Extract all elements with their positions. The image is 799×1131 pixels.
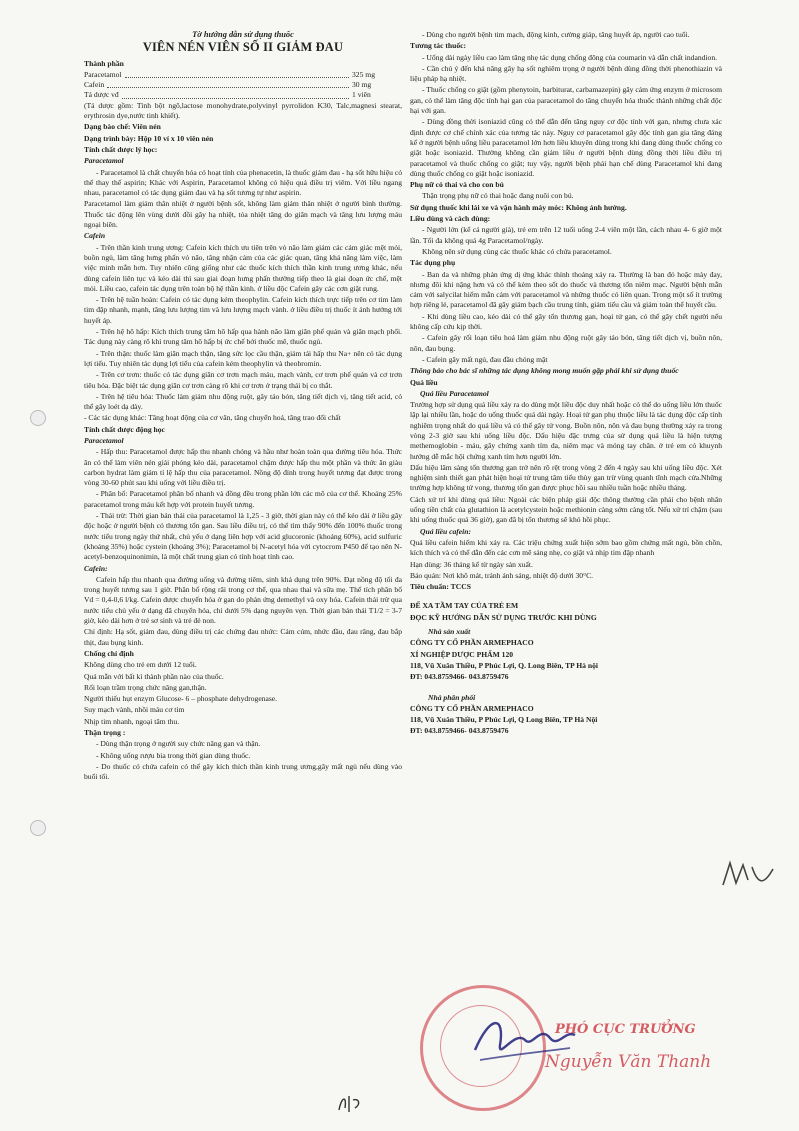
subsection-heading: Cafein: (84, 563, 108, 573)
left-column (84, 30, 402, 783)
section-heading: Tính chất dược động học (84, 424, 165, 434)
ingredient-amount: 325 mg (352, 69, 375, 79)
paragraph: - Cafein gây rối loạn tiêu hoá làm giảm nhu động ruột gây táo bón, tăng tiết dịch vị, buồn nôn, nôn, đau bụng. (410, 333, 722, 353)
subsection-heading: Cafein (84, 231, 106, 241)
paragraph: - Trên hệ hô hấp: Kích thích trung tâm hô hấp qua hành não làm giãn phế quản và giãn mạch phổi. Tác dụng này càng rõ khi trung tâm hô hấp bị ức chế bởi thuốc mê, thuốc ngủ. (84, 327, 402, 347)
distributor-phone: ĐT: 043.8759466- 043.8759476 (410, 726, 509, 736)
paragraph: - Ban da và những phản ứng dị ứng khác thỉnh thoảng xảy ra. Thường là ban đỏ hoặc mày đay, nhưng đôi khi nặng hơn và có thể kèm theo sốt do thuốc và thương tổn niêm mạc. Người bệnh mẫn cảm với salycilat hiếm mẫn cảm với paracetamol và những thuốc có liên quan. Trong một số ít trường hợp riêng lẻ, paracetamol đã gây giảm bạch cầu trung tính, giảm tiểu cầu và giảm toàn thể huyết cầu. (410, 269, 722, 310)
list-item: - Do thuốc có chứa cafein có thể gây kích thích thần kinh trung ương,gây mất ngủ nếu dùng vào buổi tối. (84, 761, 402, 782)
paragraph: Cafein hấp thu nhanh qua đường uống và đường tiêm, sinh khả dụng trên 90%. Đạt nồng độ tối đa trong huyết tương sau 1 giờ. Phân bố rộng rãi trong cơ thể, qua nhau thai và sữa mẹ. Thể tích phân bố Vd = 0,4-0,6 l/kg. Cafein được chuyển hóa ở gan do phản ứng demethyl và oxy hóa. Cafein thải trừ qua nước tiểu chủ yếu ở dạng đã chuyển hóa, chỉ dưới 5% dạng nguyên vẹn. Thời gian bán thải T1/2 = 3-7 giờ, kéo dài hơn ở trẻ sơ sinh và trẻ đẻ non. (84, 574, 402, 626)
packaging: Dạng trình bày: Hộp 10 vỉ x 10 viên nén (84, 133, 214, 143)
paragraph: - Trên thần kinh trung ương: Cafein kích thích ưu tiên trên vỏ não làm giảm các cảm giác mệt mỏi, buồn ngủ, làm tăng hưng phấn vỏ não, tăng nhận cảm của các giác quan, tăng khả năng làm việc, làm việc minh mẫn hơn. Tuy nhiên cũng giống như các thuốc kích thích thần kinh trung ương khác, nếu dùng cafein liên tục và kéo dài thì sau giai đoạn hưng phấn thường tiếp theo là giai đoạn ức chế, mệt mỏi. Liều cao, cafein tác dụng trên toàn bộ hệ thần kinh. ở liều độc Cafein gây các cơn giật rung. (84, 242, 402, 293)
ingredient-name: Cafein (84, 80, 105, 90)
paragraph: - Trên hệ tiêu hóa: Thuốc làm giảm nhu động ruột, gây táo bón, tăng tiết dịch vị, tăng tiết acid, có thể gây loét dạ dày. (84, 391, 402, 412)
ingredient-name: Tá dược vđ (84, 90, 119, 100)
ingredient-amount: 1 viên (352, 90, 371, 100)
paragraph: Quá liều cafein hiếm khi xảy ra. Các triệu chứng xuất hiện sớm bao gồm chứng mất ngủ, bồn chồn, kích thích và có thể dẫn đến các cơn mê sảng nhẹ, co giật và nhịp tim đập nhanh (410, 537, 722, 558)
paragraph: Trường hợp sử dụng quá liều xảy ra do dùng một liều độc duy nhất hoặc có thể do uống liều lớn thuốc lặp lại nhiều lần, hoặc do uống thuốc quá dài ngày. Hoại tử gan phụ thuộc liều là tác dụng độc cấp tính nghiêm trọng nhất do quá liều và có thể gây tử vong. Buồn nôn, nôn và đau bụng thường xảy ra trong vòng 2-3 giờ sau khi uống liều độc. Dấu hiệu đặc trưng của sử dụng quá liều là hiện tượng methemoglobin - máu, gây chứng xanh tím da, niêm mạc và móng tay chân. ở trẻ em có khuynh hướng dễ mắc hội chứng xanh tím hơn người lớn. (410, 400, 722, 461)
dosage-form: Dạng bào chế: Viên nén (84, 122, 161, 132)
right-column (410, 30, 722, 738)
storage: Bảo quản: Nơi khô mát, tránh ánh sáng, nhiệt độ dưới 30°C. (410, 570, 594, 580)
paragraph: - Uống dài ngày liều cao làm tăng nhẹ tác dụng chống đông của coumarin và dẫn chất indandion. (422, 52, 718, 62)
list-item: Không dùng cho trẻ em dưới 12 tuổi. (84, 660, 197, 670)
ingredient-row (84, 80, 402, 90)
punch-hole (30, 820, 46, 836)
doc-title: VIÊN NÉN VIÊN SỐ II GIẢM ĐAU (142, 40, 344, 55)
paragraph: - Thuốc chống co giật (gồm phenytoin, barbiturat, carbamazepin) gây cảm ứng enzym ở microsom gan, có thể làm tăng độc tính hại gan của paracetamol do tăng chuyển hóa thuốc thành những chất độc hại với gan. (410, 85, 722, 116)
subsection-heading: Quá liều cafein: (420, 526, 472, 536)
list-item: Rối loạn trầm trọng chức năng gan,thận. (84, 682, 207, 692)
section-heading: Quá liều (410, 377, 438, 387)
distributor-address: 118, Vũ Xuân Thiều, P Phúc Lợi, Q Long Biên, TP Hà Nội (410, 715, 598, 725)
paragraph: Không nên sử dụng cùng các thuốc khác có chứa paracetamol. (422, 246, 612, 256)
paragraph: - Các tác dụng khác: Tăng hoạt động của cơ vân, tăng chuyển hoá, tăng trao đổi chất (84, 413, 341, 423)
subsection-heading: Quá liều Paracetamol (420, 388, 489, 398)
paragraph: - Khi dùng liều cao, kéo dài có thể gây tổn thương gan, hoại tử gan, có thể gây chết người nếu không cấp cứu kịp thời. (410, 311, 722, 332)
paragraph: Thận trọng phụ nữ có thai hoặc đang nuôi con bú. (422, 191, 574, 201)
ingredient-row (84, 70, 402, 80)
paragraph: - Trên hệ tuần hoàn: Cafein có tác dụng kém theophylin. Cafein kích thích trực tiếp trên cơ tim làm tim đập nhanh, mạnh, tăng lưu lượng tim và lưu lượng mạch vành. ở liều điều trị thuốc ít ảnh hưởng tới huyết áp. (84, 295, 402, 325)
paragraph: - Phân bố: Paracetamol phân bố nhanh và đồng đều trong phần lớn các mô của cơ thể. Khoảng 25% paracetamol trong máu kết hợp với protein huyết tương. (84, 489, 402, 509)
list-item: Suy mạch vành, nhồi máu cơ tim (84, 705, 185, 715)
warning-line: ĐỂ XA TẦM TAY CỦA TRẺ EM (410, 601, 519, 611)
paragraph: - Trên thận: thuốc làm giãn mạch thận, tăng sức lọc cầu thận, giảm tái hấp thu Na+ nên có tác dụng lợi tiểu. Tuy nhiên tác dụng lợi tiểu của cafein kém theophylin và theobromin. (84, 348, 402, 368)
doc-subtitle: Tờ hướng dẫn sử dụng thuốc (192, 30, 294, 39)
paragraph: - Hấp thu: Paracetamol được hấp thu nhanh chóng và hầu như hoàn toàn qua đường tiêu hóa. Thức ăn có thể làm viên nén giải phóng kéo dài, paracetamol chậm được hấp thu một phần và thức ăn giàu carbon hydrat làm giảm tỉ lệ hấp thu của paracetamol. Nồng độ đỉnh trong huyết tương đạt được trong vòng 30-60 phút sau khi uống với liều điều trị. (84, 447, 402, 488)
manufacturer-unit: XÍ NGHIỆP DƯỢC PHẨM 120 (410, 649, 514, 659)
standard: Tiêu chuẩn: TCCS (410, 582, 471, 592)
warning-line: ĐỌC KỸ HƯỚNG DẪN SỬ DỤNG TRƯỚC KHI DÙNG (410, 612, 597, 622)
manufacturer-name: CÔNG TY CỔ PHẦN ARMEPHACO (410, 638, 534, 648)
manufacturer-phone: ĐT: 043.8759466- 043.8759476 (410, 672, 509, 682)
section-heading: Phụ nữ có thai và cho con bú (410, 180, 504, 190)
indications: Chỉ định: Hạ sốt, giảm đau, dùng điều trị các chứng đau nhức: Cảm cúm, nhức đầu, đau răng, đau bắp thịt, đau bụng kinh. (84, 627, 402, 647)
paragraph: - Dùng đồng thời isoniazid cũng có thể dẫn đến tăng nguy cơ độc tính với gan, nhưng chưa xác định được cơ chế chính xác của tương tác này. Nguy cơ paracetamol gây độc tính gan gia tăng đáng kể ở người bệnh uống liều paracetamol lớn hơn liều khuyên dùng trong khi đang dùng thuốc chống co giật hoặc isoniazid. Thường không cần giảm liều ở người bệnh dùng đồng thời liều điều trị paracetamol và thuốc chống co giật; tuy vậy, người bệnh phải hạn chế dùng Paracetamol khi đang dùng thuốc chống co giật hoặc isoniazid. (410, 117, 722, 178)
initials-icon (718, 855, 778, 895)
section-heading: Liều dùng và cách dùng: (410, 214, 491, 224)
ingredient-name: Paracetamol (84, 69, 122, 79)
ingredient-amount: 30 mg (352, 80, 372, 90)
stamp-name: Nguyễn Văn Thanh (545, 1052, 712, 1072)
expiry: Hạn dùng: 36 tháng kể từ ngày sản xuất. (410, 559, 533, 569)
paragraph: - Cần chú ý đến khả năng gây hạ sốt nghiêm trọng ở người bệnh dùng đồng thời phenothiazin và liệu pháp hạ nhiệt. (410, 63, 722, 84)
notice: Thông báo cho bác sĩ những tác dụng không mong muốn gặp phải khi sử dụng thuốc (410, 366, 679, 376)
section-heading: Tính chất dược lý học: (84, 144, 158, 154)
handwritten-mark-icon (335, 1090, 365, 1116)
list-item: - Không uống rượu bia trong thời gian dùng thuốc. (96, 750, 251, 760)
paragraph: - Dùng cho người bệnh tim mạch, động kinh, cường giáp, tăng huyết áp, người cao tuổi. (422, 30, 690, 39)
list-item: - Dùng thận trọng ở người suy chức năng gan và thận. (96, 739, 261, 749)
distributor-heading: Nhà phân phối (428, 692, 476, 702)
excipient-detail: (Tá dược gồm: Tinh bột ngô,lactose monohydrate,polyvinyl pyrrolidon K30, Talc,magnesi stearat, erythrosin dye,nước tinh khiết). (84, 100, 402, 121)
section-heading: Tác dụng phụ (410, 258, 456, 268)
paragraph: Paracetamol làm giảm thân nhiệt ở người bệnh sốt, không làm giảm thân nhiệt ở người bình thường. Thuốc tác động lên vùng dưới đồi gây hạ nhiệt, tỏa nhiệt tăng do giãn mạch và tăng lưu lượng máu ngoại biên. (84, 199, 402, 230)
paragraph: - Người lớn (kể cả người già), trẻ em trên 12 tuổi uống 2-4 viên một lần, cách nhau 4- 6 giờ một lần. Tối đa không quá 4g Paracetamol/ngày. (410, 225, 722, 245)
manufacturer-heading: Nhà sản xuất (428, 627, 471, 637)
section-heading: Tương tác thuốc: (410, 41, 467, 51)
paragraph: - Trên cơ trơn: thuốc có tác dụng giãn cơ trơn mạch máu, mạch vành, cơ trơn phế quản và cơ trơn tiêu hóa. Đặc biệt tác dụng giãn cơ trơn càng rõ khi cơ trơn ở trạng thái bị co thắt. (84, 370, 402, 390)
list-item: Nhịp tim nhanh, ngoại tâm thu. (84, 716, 180, 726)
paragraph: Dấu hiệu lâm sàng tổn thương gan trở nên rõ rệt trong vòng 2 đến 4 ngày sau khi uống liều độc. Xét nghiệm sinh thiết gan phát hiện hoại tử trung tâm tiểu thùy gan trừ vùng quanh tĩnh mạch cửa.Những trường hợp không tử vong, thương tổn gan được phục hồi sau nhiều tuần hoặc nhiều tháng. (410, 462, 722, 493)
section-heading: Thành phần (84, 58, 124, 68)
list-item: Quá mẫn với bất kì thành phần nào của thuốc. (84, 671, 224, 681)
subsection-heading: Paracetamol (84, 156, 124, 166)
subsection-heading: Paracetamol (84, 435, 124, 445)
stamp-title: PHÓ CỤC TRƯỞNG (555, 1022, 696, 1037)
section-heading: Sử dụng thuốc khi lái xe và vận hành máy móc: Không ảnh hưởng. (410, 202, 627, 212)
manufacturer-address: 118, Vũ Xuân Thiều, P Phúc Lợi, Q. Long Biên, TP Hà nội (410, 660, 598, 670)
paragraph: - Cafein gây mất ngủ, đau đầu chóng mặt (422, 354, 548, 364)
paragraph: - Paracetamol là chất chuyển hóa có hoạt tính của phenacetin, là thuốc giảm đau - hạ sốt hữu hiệu có thể thay thế aspirin; Khác với Aspirin, Paracetamol không có hiệu quả điều trị viêm. Với liều ngang nhau, paracetamol có tác dụng giảm đau và hạ sốt tương tự như aspirin. (84, 167, 402, 198)
section-heading: Thận trọng : (84, 728, 126, 737)
punch-hole (30, 410, 46, 426)
paragraph: - Thải trừ: Thời gian bán thải của paracetamol là 1,25 - 3 giờ, thời gian này có thể kéo dài ở liều gây độc hoặc ở người bệnh có thương tổn gan. Sau liều điều trị, có thể tìm thấy 90% đến 100% thuốc trong nước tiểu trong ngày thứ nhất, chủ yếu ở dạng liên hợp với acid glucoronic (khoảng 60%), acid sulfuric (khoảng 35%) hoặc cystein (khoảng 3%); Paracetamol bị N-acetyl hóa với cytocrom P450 để tạo nên N-acetyl-benzoquinonimin, là một chất trung gian có tính hoạt tính cao. (84, 511, 402, 562)
section-heading: Chống chỉ định (84, 648, 134, 658)
distributor-name: CÔNG TY CỔ PHẦN ARMEPHACO (410, 703, 534, 713)
ingredient-row (84, 90, 402, 100)
paragraph: Cách xử trí khi dùng quá liều: Ngoài các biện pháp giải độc thông thường cần phải cho bệnh nhân uống tiền chất của glutathion là acetylcystein hoặc methionin càng sớm càng tốt. Nếu xử trí chậm (sau khi uống thuốc quá 36 giờ), gan đã bị tổn thương sẽ khó hồi phục. (410, 494, 722, 525)
list-item: Người thiếu hụt enzym Glucose- 6 – phosphate dehydrogenase. (84, 694, 278, 704)
